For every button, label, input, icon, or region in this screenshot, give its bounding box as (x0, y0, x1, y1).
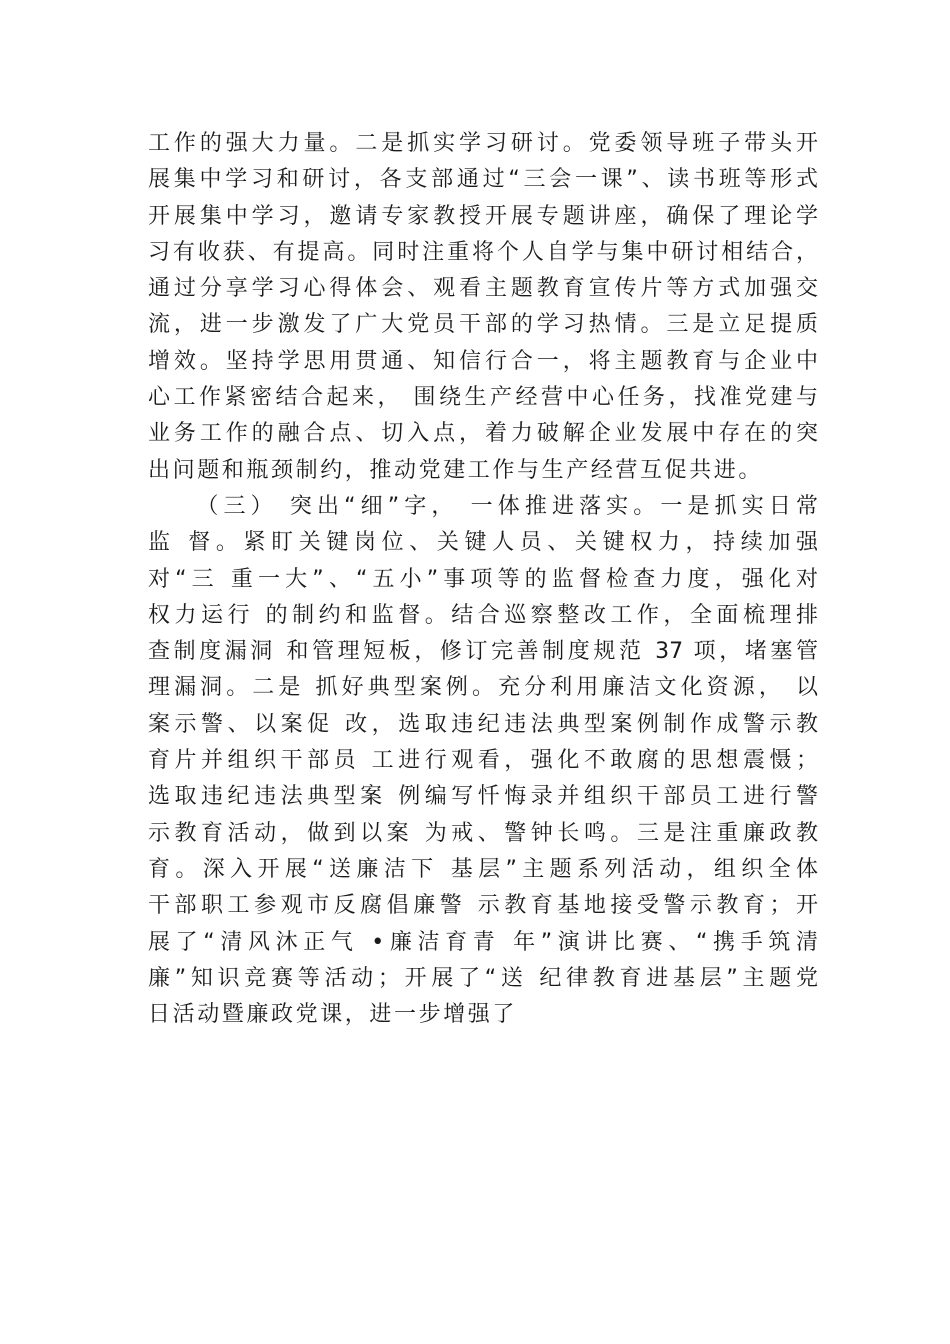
text-line: 干部职工参观市反腐倡廉警 示教育基地接受警示教育；开 (148, 893, 818, 919)
text-line: 心工作紧密结合起来， 围绕生产经营中心任务，找准党建与 (148, 385, 818, 411)
text-line: 习有收获、有提高。同时注重将个人自学与集中研讨相结合， (148, 239, 818, 265)
text-line: 查制度漏洞 和管理短板，修订完善制度规范 37 项，堵塞管 (148, 639, 818, 665)
text-line: 理漏洞。二是 抓好典型案例。充分利用廉洁文化资源， 以 (148, 675, 818, 701)
text-line: 通过分享学习心得体会、观看主题教育宣传片等方式加强交 (148, 276, 818, 302)
text-line: 权力运行 的制约和监督。结合巡察整改工作，全面梳理排 (148, 602, 818, 628)
text-line: 廉”知识竞赛等活动；开展了“送 纪律教育进基层”主题党 (148, 965, 818, 991)
text-line: 日活动暨廉政党课，进一步增强了 (148, 1002, 518, 1028)
document-body (148, 126, 818, 1033)
text-line: 展了“清风沐正气 •廉洁育青 年”演讲比赛、“携手筑清 (148, 929, 818, 955)
text-line: 对“三 重一大”、“五小”事项等的监督检查力度，强化对 (148, 566, 818, 592)
text-line: （三） 突出“细”字， 一体推进落实。一是抓实日常 (148, 493, 818, 519)
text-line: 业务工作的融合点、切入点，着力破解企业发展中存在的突 (148, 421, 818, 447)
text-line: 开展集中学习，邀请专家教授开展专题讲座，确保了理论学 (148, 203, 818, 229)
text-line: 育。深入开展“送廉洁下 基层”主题系列活动，组织全体 (148, 856, 818, 882)
text-line: 工作的强大力量。二是抓实学习研讨。党委领导班子带头开 (148, 131, 818, 156)
text-line: 监 督。紧盯关键岗位、关键人员、关键权力，持续加强 (148, 530, 818, 556)
text-line: 增效。坚持学思用贯通、知信行合一，将主题教育与企业中 (148, 348, 818, 374)
text-line: 流，进一步激发了广大党员干部的学习热情。三是立足提质 (148, 312, 818, 338)
text-line: 示教育活动，做到以案 为戒、警钟长鸣。三是注重廉政教 (148, 820, 818, 846)
text-line: 出问题和瓶颈制约，推动党建工作与生产经营互促共进。 (148, 457, 764, 483)
text-line: 案示警、以案促 改，选取违纪违法典型案例制作成警示教 (148, 711, 818, 737)
text-line: 育片并组织干部员 工进行观看，强化不敢腐的思想震慑； (148, 748, 818, 774)
text-line: 展集中学习和研讨，各支部通过“三会一课”、读书班等形式 (148, 167, 818, 193)
text-line: 选取违纪违法典型案 例编写忏悔录并组织干部员工进行警 (148, 784, 818, 810)
